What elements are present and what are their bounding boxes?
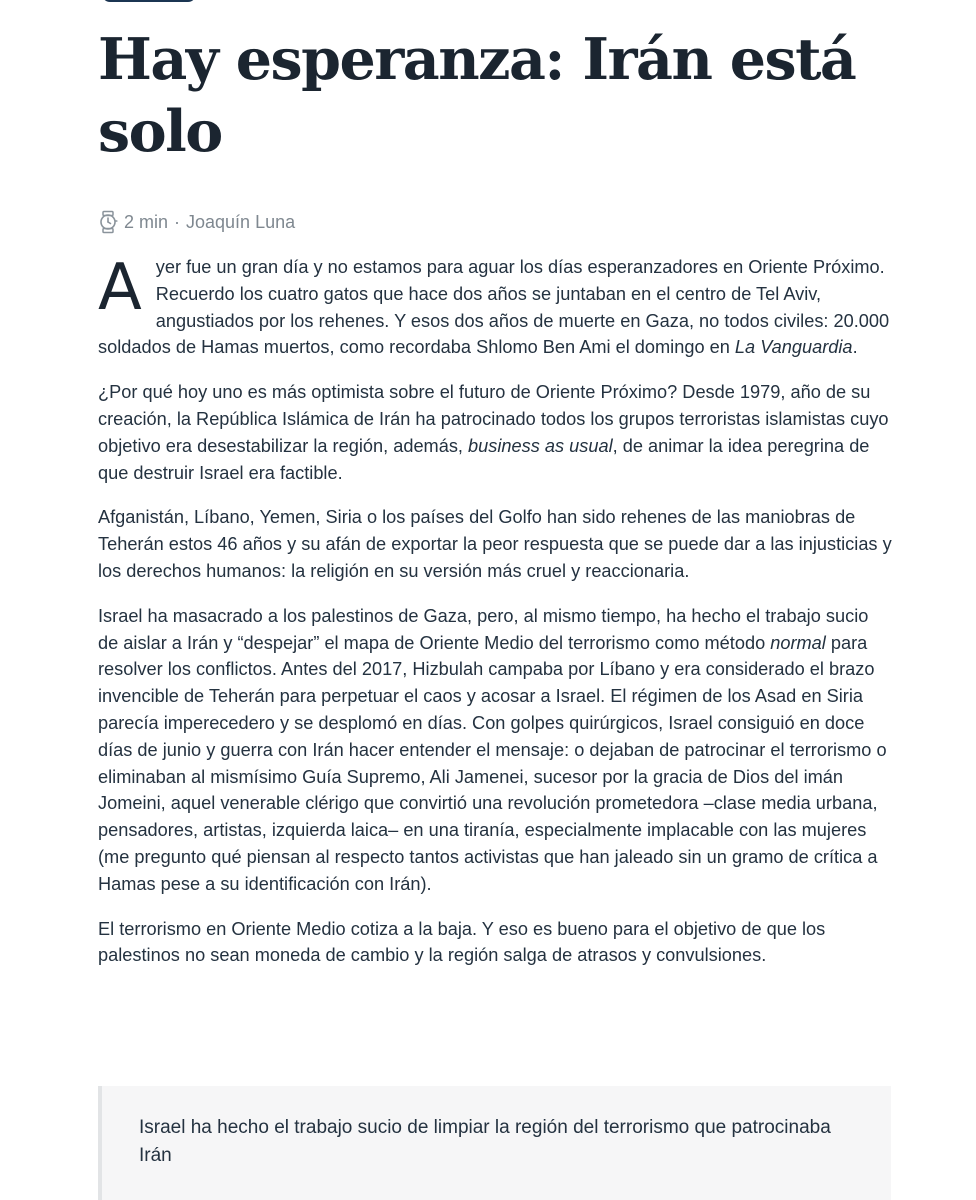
paragraph-1 <box>98 251 893 361</box>
newspaper-name: La Vanguardia <box>734 337 853 358</box>
paragraph-1-text: yer fue un gran día y no estamos para aguar los días esperanzadores en Oriente Próximo. Recuerdo los cuatro gatos que hace dos años se juntaban en el centro de Tel Aviv, angustiados por los rehenes. Y esos dos años de muerte en Gaza, no todos civiles: 20.000 soldados de Hamas muertos, como recordaba Shlomo Ben Ami el domingo en <box>98 257 890 358</box>
article-headline: Hay esperanza: Irán está solo <box>98 26 856 165</box>
paragraph-1-end: . <box>852 337 858 358</box>
article-meta <box>98 208 893 236</box>
paragraph-4 <box>98 603 893 898</box>
paragraph-5: El terrorismo en Oriente Medio cotiza a la baja. Y eso es bueno para el objetivo de que los palestinos no sean moneda de cambio y la región salga de atrasos y convulsiones. <box>98 918 826 966</box>
paragraph-4-text: Israel ha masacrado a los palestinos de Gaza, pero, al mismo tiempo, ha hecho el trabajo sucio de aislar a Irán y “despejar” el mapa de Oriente Medio del terrorismo como método <box>98 605 869 653</box>
paragraph-4-end: para resolver los conflictos. Antes del 2017, Hizbulah campaba por Líbano y era considerado el brazo invencible de Teherán para perpetuar el caos y acosar a Israel. El régimen de los Asad en Siria parecía imperecedero y se desplomó en días. Con golpes quirúrgicos, Israel consiguió en doce días de junio y guerra con Irán hacer entender el mensaje: o dejaban de patrocinar el terrorismo o eliminaban al mismísimo Guía Supremo, Ali Jamenei, sucesor por la gracia de Dios del imán Jomeini, aquel venerable clérigo que convirtió una revolución prometedora –clase media urbana, pensadores, artistas, izquierda laica– en una tiranía, especialmente implacable con las mujeres (me pregunto qué piensan al respecto tantos activistas que han jaleado sin un gramo de crítica a Hamas pese a su identificación con Irán). <box>98 632 887 894</box>
pull-quote-text: Israel ha hecho el trabajo sucio de limpiar la región del terrorismo que patrocinaba Irán <box>139 1117 831 1166</box>
stopwatch-icon <box>98 210 118 234</box>
paragraph-2-end: , de animar la idea peregrina de que destruir Israel era factible. <box>98 435 870 483</box>
author-name[interactable]: Joaquín Luna <box>186 211 296 232</box>
article-body <box>98 251 893 969</box>
paragraph-3: Afganistán, Líbano, Yemen, Siria o los países del Golfo han sido rehenes de las maniobras de Teherán estos 46 años y su afán de exportar la peor respuesta que se puede dar a las injusticias y los derechos humanos: la religión en su versión más cruel y reaccionaria. <box>98 507 892 581</box>
article <box>98 0 893 987</box>
drop-cap: A <box>98 251 142 325</box>
meta-separator: · <box>174 211 181 232</box>
pull-quote <box>98 1086 891 1200</box>
paragraph-4-emphasis: normal <box>770 632 826 653</box>
paragraph-2-emphasis: business as usual <box>468 435 613 456</box>
paragraph-2 <box>98 379 893 486</box>
reading-time: 2 min <box>124 211 169 232</box>
paragraph-2-text: ¿Por qué hoy uno es más optimista sobre el futuro de Oriente Próximo? Desde 1979, año de su creación, la República Islámica de Irán ha patrocinado todos los grupos terroristas islamistas cuyo objetivo era desestabilizar la región, además, <box>98 382 889 456</box>
